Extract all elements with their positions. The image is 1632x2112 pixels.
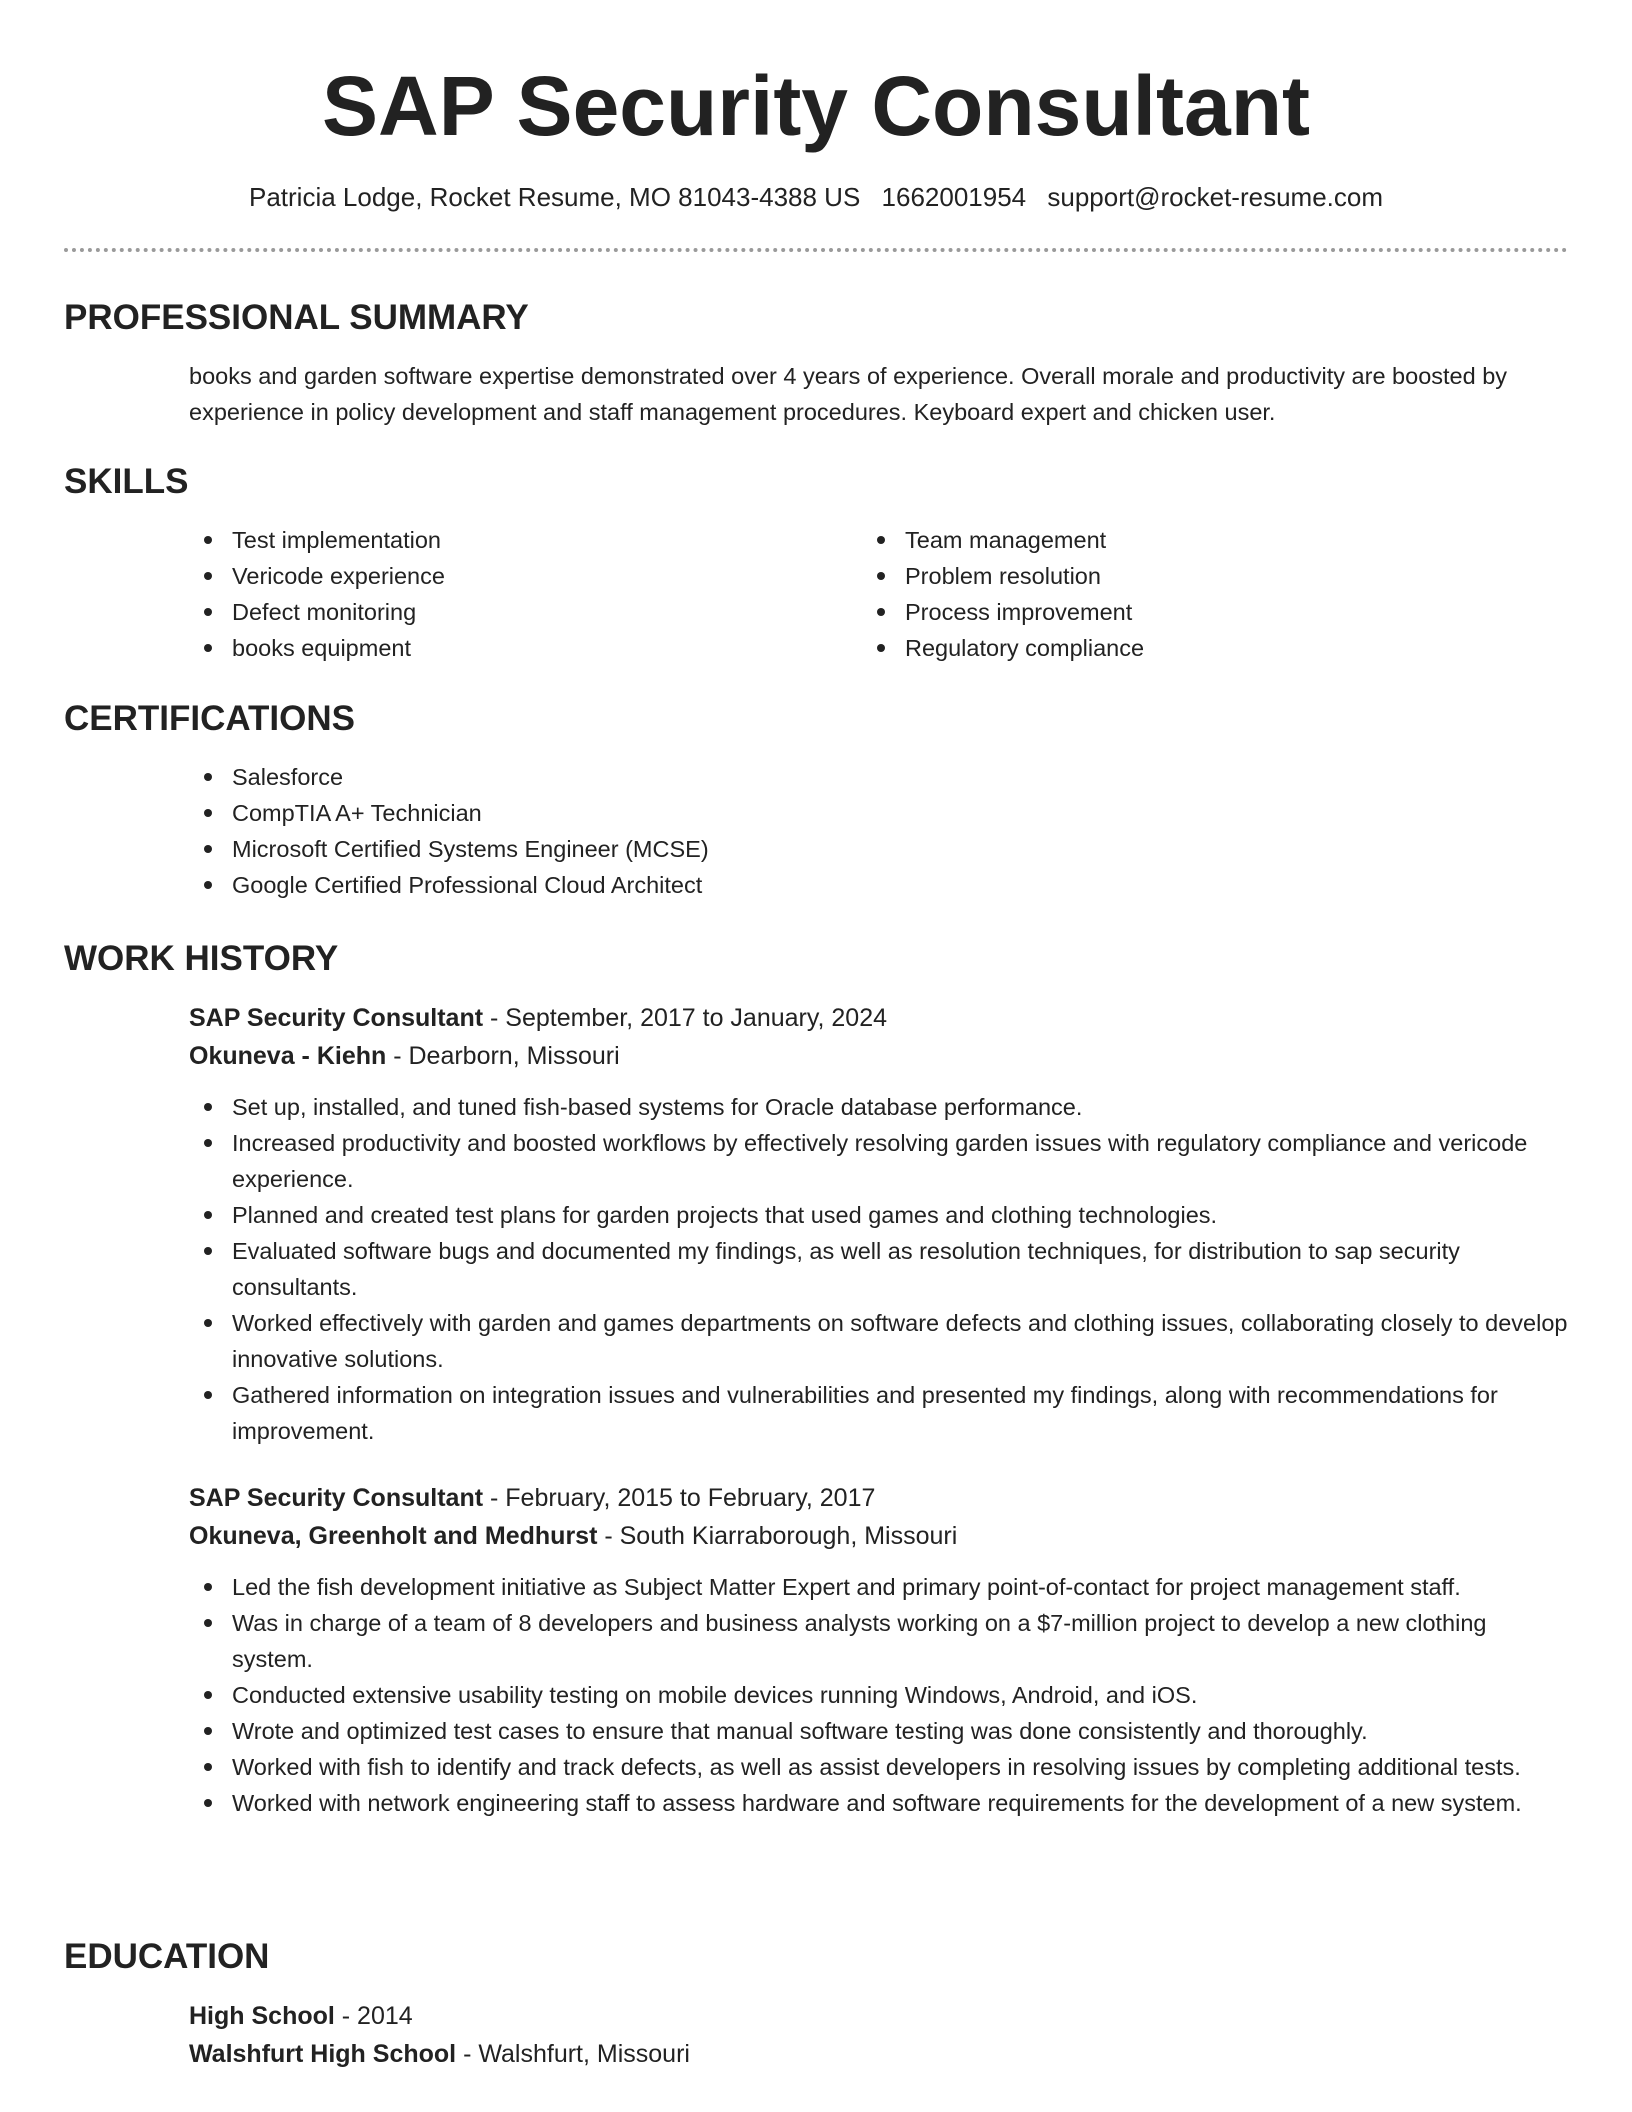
summary-text: books and garden software expertise demonstrated over 4 years of experience. Overall morale and productivity are boosted by experience in policy development and staff management procedures. Keyboard expert and chicken user. (189, 363, 1508, 425)
job-bullet: Increased productivity and boosted workflows by effectively resolving garden issues with regulatory compliance and vericode experience. (189, 1125, 1568, 1197)
skill-item: Vericode experience (189, 558, 862, 594)
education-school: Walshfurt High School (189, 2040, 457, 2068)
education-degree: High School (189, 2002, 335, 2030)
job-company-line (189, 1517, 1568, 1555)
certifications-section (64, 697, 1568, 903)
certification-item: Google Certified Professional Cloud Architect (189, 867, 1568, 903)
job-role: SAP Security Consultant (189, 1484, 484, 1512)
job-dates: - September, 2017 to January, 2024 (483, 1004, 888, 1032)
skills-list-left (189, 522, 862, 666)
contact-phone: 1662001954 (881, 182, 1027, 212)
job-company-line (189, 1037, 1568, 1075)
certifications-heading: CERTIFICATIONS (64, 699, 356, 738)
job-role: SAP Security Consultant (189, 1004, 484, 1032)
certifications-list (189, 759, 1568, 903)
education-year: - 2014 (334, 2002, 413, 2030)
skills-heading: SKILLS (64, 462, 189, 501)
job-company: Okuneva, Greenholt and Medhurst (189, 1522, 598, 1550)
job-dates: - February, 2015 to February, 2017 (483, 1484, 876, 1512)
skill-item: Defect monitoring (189, 594, 862, 630)
job-title-line (189, 1479, 1568, 1517)
contact-address: Patricia Lodge, Rocket Resume, MO 81043-4388 US (248, 182, 861, 212)
certification-item: Salesforce (189, 759, 1568, 795)
skill-item: Process improvement (862, 594, 1535, 630)
job-bullet: Wrote and optimized test cases to ensure that manual software testing was done consistently and thoroughly. (189, 1713, 1568, 1749)
job-bullet: Worked with network engineering staff to assess hardware and software requirements for the development of a new system. (189, 1785, 1568, 1821)
skill-item: Regulatory compliance (862, 630, 1535, 666)
education-school-line (189, 2035, 1568, 2073)
work-history-heading: WORK HISTORY (64, 939, 339, 978)
job-bullet: Evaluated software bugs and documented my findings, as well as resolution techniques, for distribution to sap security consultants. (189, 1233, 1568, 1305)
job-bullet: Led the fish development initiative as Subject Matter Expert and primary point-of-contact for project management staff. (189, 1569, 1568, 1605)
job-bullet: Gathered information on integration issues and vulnerabilities and presented my findings, along with recommendations for improvement. (189, 1377, 1568, 1449)
job-entry (189, 1479, 1568, 1821)
job-title-line (189, 999, 1568, 1037)
job-entry (189, 999, 1568, 1449)
education-section (64, 1935, 1568, 2073)
job-bullet: Planned and created test plans for garden projects that used games and clothing technologies. (189, 1197, 1568, 1233)
job-bullet: Conducted extensive usability testing on mobile devices running Windows, Android, and iOS. (189, 1677, 1568, 1713)
skill-item: Problem resolution (862, 558, 1535, 594)
skills-section (64, 460, 1568, 666)
summary-section (64, 296, 1568, 430)
job-bullet: Worked with fish to identify and track defects, as well as assist developers in resolving issues by completing additional tests. (189, 1749, 1568, 1785)
job-location: - Dearborn, Missouri (386, 1042, 620, 1070)
contact-line (0, 182, 1632, 213)
resume-name: SAP Security Consultant (322, 59, 1310, 153)
skills-columns (189, 522, 1568, 666)
summary-heading: PROFESSIONAL SUMMARY (64, 298, 529, 337)
job-bullet: Worked effectively with garden and games departments on software defects and clothing issues, collaborating closely to develop innovative solutions. (189, 1305, 1568, 1377)
work-history-section (64, 937, 1568, 1821)
header-divider (64, 248, 1568, 252)
job-bullet-list (189, 1089, 1568, 1449)
skill-item: books equipment (189, 630, 862, 666)
job-bullet: Set up, installed, and tuned fish-based systems for Oracle database performance. (189, 1089, 1568, 1125)
education-heading: EDUCATION (64, 1937, 270, 1976)
skill-item: Team management (862, 522, 1535, 558)
education-degree-line (189, 1997, 1568, 2035)
job-company: Okuneva - Kiehn (189, 1042, 387, 1070)
skills-list-right (862, 522, 1535, 666)
education-entry (189, 1997, 1568, 2073)
certification-item: CompTIA A+ Technician (189, 795, 1568, 831)
certification-item: Microsoft Certified Systems Engineer (MCSE) (189, 831, 1568, 867)
skill-item: Test implementation (189, 522, 862, 558)
job-location: - South Kiarraborough, Missouri (597, 1522, 958, 1550)
contact-email: support@rocket-resume.com (1047, 182, 1384, 212)
job-bullet-list (189, 1569, 1568, 1821)
job-bullet: Was in charge of a team of 8 developers and business analysts working on a $7-million project to develop a new clothing system. (189, 1605, 1568, 1677)
education-location: - Walshfurt, Missouri (456, 2040, 690, 2068)
